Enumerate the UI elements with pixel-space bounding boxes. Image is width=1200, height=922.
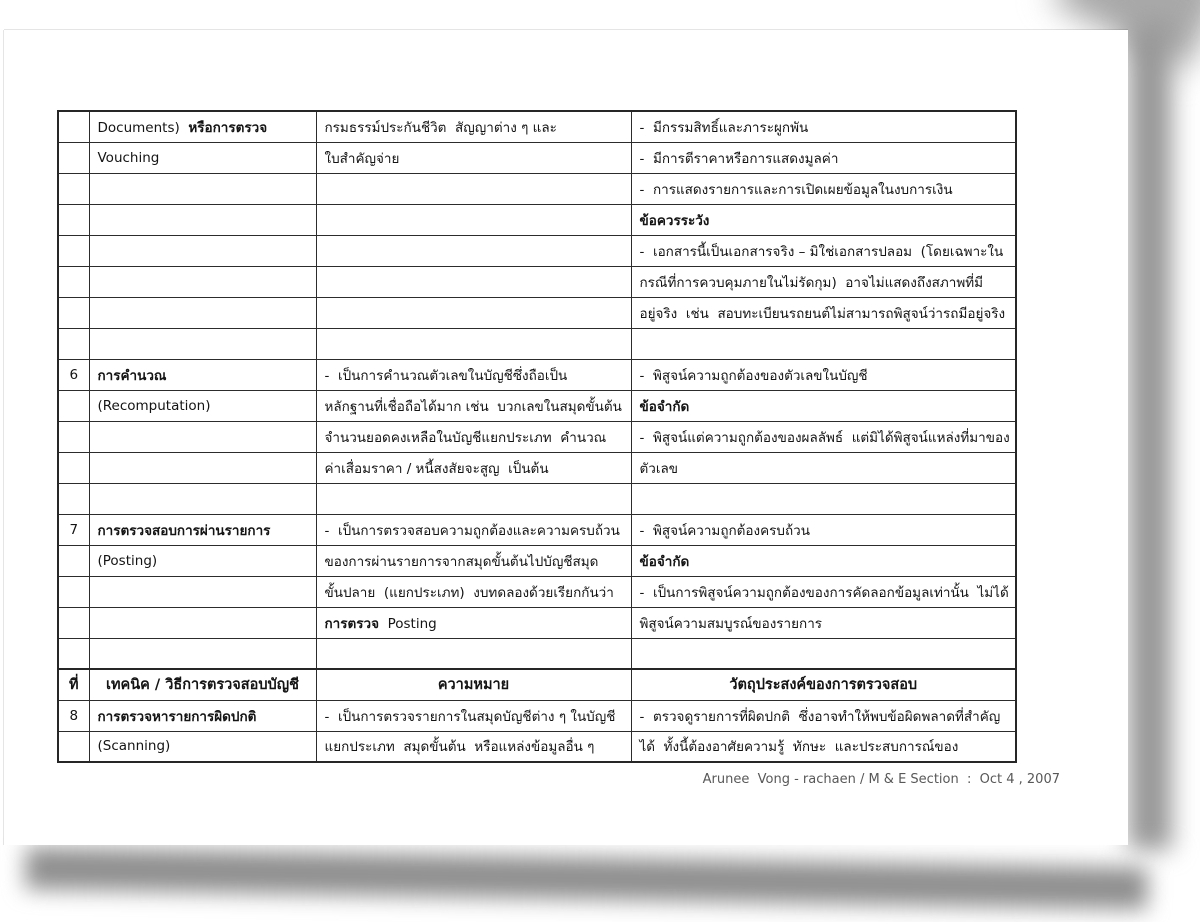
page-shadow-right	[1128, 22, 1172, 850]
table-cell: (Scanning)	[89, 731, 316, 762]
table-cell	[58, 638, 89, 669]
table-cell: จำนวนยอดคงเหลือในบัญชีแยกประเภท คำนวณ	[316, 421, 631, 452]
table-cell: ของการผ่านรายการจากสมุดขั้นต้นไปบัญชีสมุด	[316, 545, 631, 576]
table-cell: พิสูจน์ความสมบูรณ์ของรายการ	[631, 607, 1016, 638]
table-cell	[316, 328, 631, 359]
table-row	[58, 421, 1016, 452]
table-cell	[58, 545, 89, 576]
table-cell: ขั้นปลาย (แยกประเภท) งบทดลองด้วยเรียกกันว่า	[316, 576, 631, 607]
audit-techniques-table	[57, 110, 1017, 763]
table-cell	[58, 390, 89, 421]
table-cell: ข้อจำกัด	[631, 545, 1016, 576]
table-cell: กรมธรรม์ประกันชีวิต สัญญาต่าง ๆ และ	[316, 111, 631, 142]
table-row	[58, 545, 1016, 576]
table-cell	[89, 204, 316, 235]
table-cell	[89, 483, 316, 514]
table-cell: - พิสูจน์แต่ความถูกต้องของผลลัพธ์ แต่มิได้พิสูจน์แหล่งที่มาของ	[631, 421, 1016, 452]
table-cell: ค่าเสื่อมราคา / หนี้สงสัยจะสูญ เป็นต้น	[316, 452, 631, 483]
table-row	[58, 452, 1016, 483]
table-cell: - การแสดงรายการและการเปิดเผยข้อมูลในงบการเงิน	[631, 173, 1016, 204]
table-cell: - เป็นการตรวจรายการในสมุดบัญชีต่าง ๆ ในบัญชี	[316, 700, 631, 731]
table-cell	[89, 173, 316, 204]
table-cell	[89, 607, 316, 638]
table-cell: - มีกรรมสิทธิ์และภาระผูกพัน	[631, 111, 1016, 142]
table-cell: ข้อจำกัด	[631, 390, 1016, 421]
table-cell: - ตรวจดูรายการที่ผิดปกติ ซึ่งอาจทำให้พบข้อผิดพลาดที่สำคัญ	[631, 700, 1016, 731]
table-cell	[58, 328, 89, 359]
table-row	[58, 173, 1016, 204]
table-row	[58, 266, 1016, 297]
table-cell: การตรวจ Posting	[316, 607, 631, 638]
table-cell	[58, 111, 89, 142]
table-cell: - เป็นการพิสูจน์ความถูกต้องของการคัดลอกข้อมูลเท่านั้น ไม่ได้	[631, 576, 1016, 607]
table-cell: 6	[58, 359, 89, 390]
column-header-cell: วัตถุประสงค์ของการตรวจสอบ	[631, 669, 1016, 700]
table-cell: - เอกสารนี้เป็นเอกสารจริง – มิใช่เอกสารปลอม (โดยเฉพาะใน	[631, 235, 1016, 266]
table-cell	[316, 638, 631, 669]
column-header-cell: เทคนิค / วิธีการตรวจสอบบัญชี	[89, 669, 316, 700]
table-cell	[316, 266, 631, 297]
table-cell	[631, 328, 1016, 359]
table-cell: (Posting)	[89, 545, 316, 576]
table-cell	[58, 576, 89, 607]
table-row	[58, 142, 1016, 173]
table-cell: - เป็นการคำนวณตัวเลขในบัญชีซึ่งถือเป็น	[316, 359, 631, 390]
table-cell	[89, 421, 316, 452]
page-shadow-bottom	[25, 847, 1148, 910]
table-header-row	[58, 669, 1016, 700]
table-row	[58, 235, 1016, 266]
table-cell: 7	[58, 514, 89, 545]
table-cell	[89, 297, 316, 328]
column-header-cell: ความหมาย	[316, 669, 631, 700]
table-row	[58, 514, 1016, 545]
table-cell: - มีการตีราคาหรือการแสดงมูลค่า	[631, 142, 1016, 173]
table-cell	[58, 204, 89, 235]
table-cell: Vouching	[89, 142, 316, 173]
table-cell	[316, 483, 631, 514]
table-cell: แยกประเภท สมุดขั้นต้น หรือแหล่งข้อมูลอื่น ๆ	[316, 731, 631, 762]
table-cell	[58, 235, 89, 266]
table-cell: - พิสูจน์ความถูกต้องครบถ้วน	[631, 514, 1016, 545]
table-row	[58, 576, 1016, 607]
table-cell: ข้อควรระวัง	[631, 204, 1016, 235]
table-cell	[58, 607, 89, 638]
table-cell	[316, 204, 631, 235]
table-cell: การคำนวณ	[89, 359, 316, 390]
table-row	[58, 731, 1016, 762]
table-cell	[58, 297, 89, 328]
table-cell	[58, 421, 89, 452]
table-cell: - พิสูจน์ความถูกต้องของตัวเลขในบัญชี	[631, 359, 1016, 390]
table-cell: (Recomputation)	[89, 390, 316, 421]
table-cell	[89, 452, 316, 483]
table-row	[58, 328, 1016, 359]
table-row	[58, 297, 1016, 328]
table-cell	[58, 483, 89, 514]
table-cell	[89, 576, 316, 607]
table-cell: Documents) หรือการตรวจ	[89, 111, 316, 142]
table-row	[58, 638, 1016, 669]
table-cell: ใบสำคัญจ่าย	[316, 142, 631, 173]
table-cell	[89, 266, 316, 297]
table-cell	[631, 483, 1016, 514]
table-cell	[89, 235, 316, 266]
table-cell	[58, 266, 89, 297]
footer-credit: Arunee Vong - rachaen / M & E Section : Oct 4 , 2007	[702, 772, 1060, 787]
table-cell	[58, 173, 89, 204]
table-cell	[58, 142, 89, 173]
table-cell	[631, 638, 1016, 669]
table-row	[58, 483, 1016, 514]
table-cell	[58, 452, 89, 483]
table-cell: หลักฐานที่เชื่อถือได้มาก เช่น บวกเลขในสมุดขั้นต้น	[316, 390, 631, 421]
table-cell: การตรวจสอบการผ่านรายการ	[89, 514, 316, 545]
table-cell: กรณีที่การควบคุมภายในไม่รัดกุม) อาจไม่แสดงถึงสภาพที่มี	[631, 266, 1016, 297]
table-row	[58, 607, 1016, 638]
table-row	[58, 204, 1016, 235]
document-page	[4, 30, 1128, 845]
table-cell: ได้ ทั้งนี้ต้องอาศัยความรู้ ทักษะ และประสบการณ์ของ	[631, 731, 1016, 762]
table-row	[58, 390, 1016, 421]
table-cell	[316, 173, 631, 204]
table-cell: 8	[58, 700, 89, 731]
table-row	[58, 700, 1016, 731]
table-cell	[316, 235, 631, 266]
table-cell: ตัวเลข	[631, 452, 1016, 483]
table-cell: อยู่จริง เช่น สอบทะเบียนรถยนต์ไม่สามารถพิสูจน์ว่ารถมีอยู่จริง	[631, 297, 1016, 328]
table-row	[58, 111, 1016, 142]
table-cell: - เป็นการตรวจสอบความถูกต้องและความครบถ้วน	[316, 514, 631, 545]
table-cell	[316, 297, 631, 328]
table-row	[58, 359, 1016, 390]
table-cell	[89, 328, 316, 359]
table-cell	[89, 638, 316, 669]
table-cell	[58, 731, 89, 762]
table-cell: การตรวจหารายการผิดปกติ	[89, 700, 316, 731]
column-header-cell: ที่	[58, 669, 89, 700]
audit-table-body	[58, 111, 1016, 762]
